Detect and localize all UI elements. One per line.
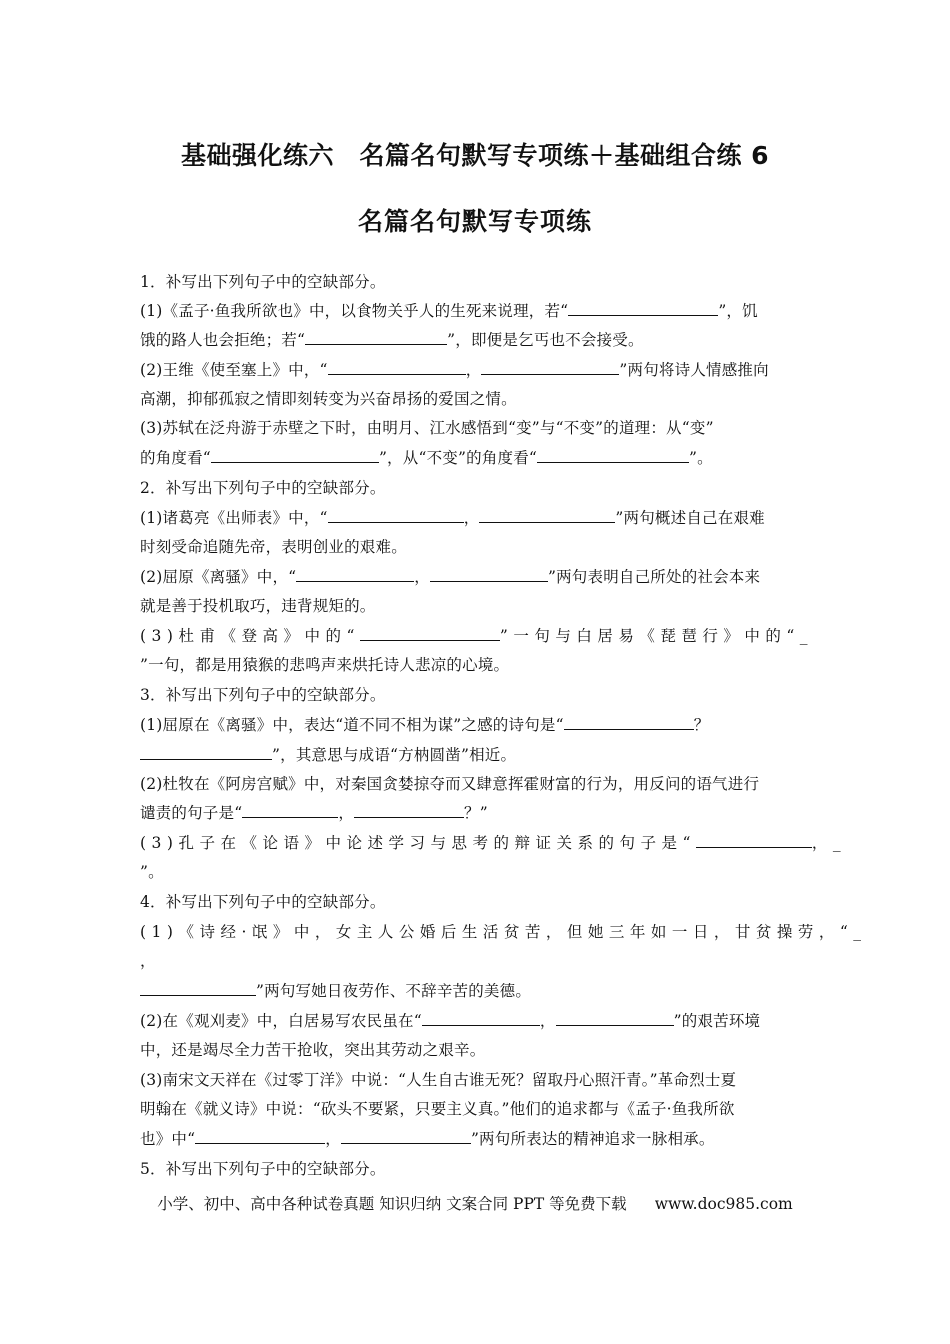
q2-item1-line1 (140, 506, 812, 528)
text: ”两句所表达的精神追求一脉相承。 (470, 1130, 715, 1148)
answer-blank[interactable] (328, 360, 466, 375)
text: (3)杜甫《登高》中的“ (140, 627, 360, 645)
text: ”两句概述自己在艰难 (615, 509, 765, 527)
q3-item1-line2 (140, 743, 812, 765)
text: (2)王维《使至塞上》中，“ (140, 361, 328, 379)
answer-blank[interactable] (242, 803, 338, 818)
text: (1)屈原在《离骚》中，表达“道不同不相为谋”之感的诗句是“ (140, 716, 564, 734)
answer-blank[interactable] (296, 567, 414, 582)
text: 的角度看“ (140, 449, 211, 467)
text: ”。 (689, 449, 713, 467)
q2-item3-line1 (140, 624, 812, 646)
q4-item3-line3 (140, 1127, 812, 1149)
q1-item1-line2 (140, 328, 812, 350)
answer-blank[interactable] (556, 1011, 674, 1026)
q3-item3-line1 (140, 831, 847, 853)
question-1-heading: 1．补写出下列句子中的空缺部分。 (140, 273, 386, 291)
section-title: 名篇名句默写专项练 (357, 207, 592, 236)
text: ， (539, 1012, 556, 1030)
text: ，_ (811, 834, 847, 852)
page-title: 基础强化练六 名篇名句默写专项练＋基础组合练 6 (180, 141, 770, 170)
answer-blank[interactable] (481, 360, 619, 375)
text: (2)在《观刈麦》中，白居易写农民虽在“ (140, 1012, 422, 1030)
text: ”两句表明自己所处的社会本来 (547, 568, 761, 586)
q1-item3-line2 (140, 446, 812, 468)
text: ”一句与白居易《琵琶行》中的“_ (499, 627, 813, 645)
q4-item2-line1 (140, 1009, 812, 1031)
answer-blank[interactable] (140, 981, 256, 996)
q4-item3-line1: (3)南宋文天祥在《过零丁洋》中说：“人生自古谁无死？留取丹心照汗青。”革命烈士夏 (140, 1071, 737, 1089)
q1-item2-line1 (140, 358, 812, 380)
answer-blank[interactable] (211, 448, 379, 463)
q1-item1-line1 (140, 299, 812, 321)
answer-blank[interactable] (564, 715, 694, 730)
q1-item3-line1: (3)苏轼在泛舟游于赤壁之下时，由明月、江水感悟到“变”与“不变”的道理：从“变” (140, 419, 714, 437)
text: ”，即便是乞丐也不会接受。 (447, 331, 644, 349)
text: ， (325, 1130, 341, 1148)
q2-item3-line2: ”一句，都是用猿猴的悲鸣声来烘托诗人悲凉的心境。 (140, 656, 510, 674)
text: ”两句写她日夜劳作、不辞辛苦的美德。 (256, 982, 532, 1000)
answer-blank[interactable] (140, 745, 272, 760)
text: ”，其意思与成语“方枘圆凿”相近。 (272, 746, 517, 764)
answer-blank[interactable] (537, 448, 689, 463)
text: ”的艰苦环境 (673, 1012, 761, 1030)
answer-blank[interactable] (360, 626, 500, 641)
text: 也》中“ (140, 1130, 196, 1148)
text: ”，从“不变”的角度看“ (378, 449, 538, 467)
q2-item2-line2: 就是善于投机取巧，违背规矩的。 (140, 597, 376, 615)
text: 饿的路人也会拒绝；若“ (140, 331, 306, 349)
q1-item2-line2: 高潮，抑郁孤寂之情即刻转变为兴奋昂扬的爱国之情。 (140, 390, 517, 408)
q3-item3-line2: ”。 (140, 863, 164, 881)
question-3-heading: 3．补写出下列句子中的空缺部分。 (140, 686, 386, 704)
text: ？” (464, 804, 488, 822)
question-2-heading: 2．补写出下列句子中的空缺部分。 (140, 479, 386, 497)
text: 谴责的句子是“ (140, 804, 243, 822)
q4-item1-line1: (1)《诗经·氓》中，女主人公婚后生活贫苦，但她三年如一日，甘贫操劳，“_ (140, 923, 867, 941)
q3-item1-line1 (140, 713, 812, 735)
answer-blank[interactable] (328, 508, 464, 523)
answer-blank[interactable] (430, 567, 548, 582)
q2-item2-line1 (140, 565, 812, 587)
text: ， (414, 568, 430, 586)
footer-text: 小学、初中、高中各种试卷真题 知识归纳 文案合同 PPT 等免费下载 (157, 1195, 627, 1213)
page-footer (0, 1192, 950, 1214)
answer-blank[interactable] (696, 833, 812, 848)
q3-item2-line2 (140, 801, 812, 823)
text: (3)孔子在《论语》中论述学习与思考的辩证关系的句子是“ (140, 834, 696, 852)
text: ， (463, 509, 480, 527)
q4-item1-line2: ， (140, 952, 156, 970)
text: (1)《孟子·鱼我所欲也》中，以食物关乎人的生死来说理，若“ (140, 302, 569, 320)
q3-item2-line1: (2)杜牧在《阿房宫赋》中，对秦国贪婪掠夺而又肆意挥霍财富的行为，用反问的语气进行 (140, 775, 760, 793)
answer-blank[interactable] (354, 803, 464, 818)
text: ？ (693, 716, 710, 734)
q4-item3-line2: 明翰在《就义诗》中说：“砍头不要紧，只要主义真。”他们的追求都与《孟子·鱼我所欲 (140, 1100, 735, 1118)
answer-blank[interactable] (341, 1129, 471, 1144)
text: (1)诸葛亮《出师表》中，“ (140, 509, 328, 527)
text: ， (338, 804, 355, 822)
answer-blank[interactable] (195, 1129, 325, 1144)
q4-item1-line3 (140, 979, 812, 1001)
text: ”两句将诗人情感推向 (619, 361, 769, 379)
text: ， (465, 361, 482, 379)
answer-blank[interactable] (479, 508, 615, 523)
text: (2)屈原《离骚》中，“ (140, 568, 297, 586)
answer-blank[interactable] (422, 1011, 540, 1026)
question-5-heading: 5．补写出下列句子中的空缺部分。 (140, 1160, 386, 1178)
q2-item1-line2: 时刻受命追随先帝，表明创业的艰难。 (140, 538, 407, 556)
question-4-heading: 4．补写出下列句子中的空缺部分。 (140, 893, 386, 911)
q4-item2-line2: 中，还是竭尽全力苦干抢收，突出其劳动之艰辛。 (140, 1041, 486, 1059)
footer-url[interactable]: www.doc985.com (654, 1195, 793, 1213)
answer-blank[interactable] (305, 330, 447, 345)
text: ”，饥 (718, 302, 758, 320)
answer-blank[interactable] (568, 301, 718, 316)
